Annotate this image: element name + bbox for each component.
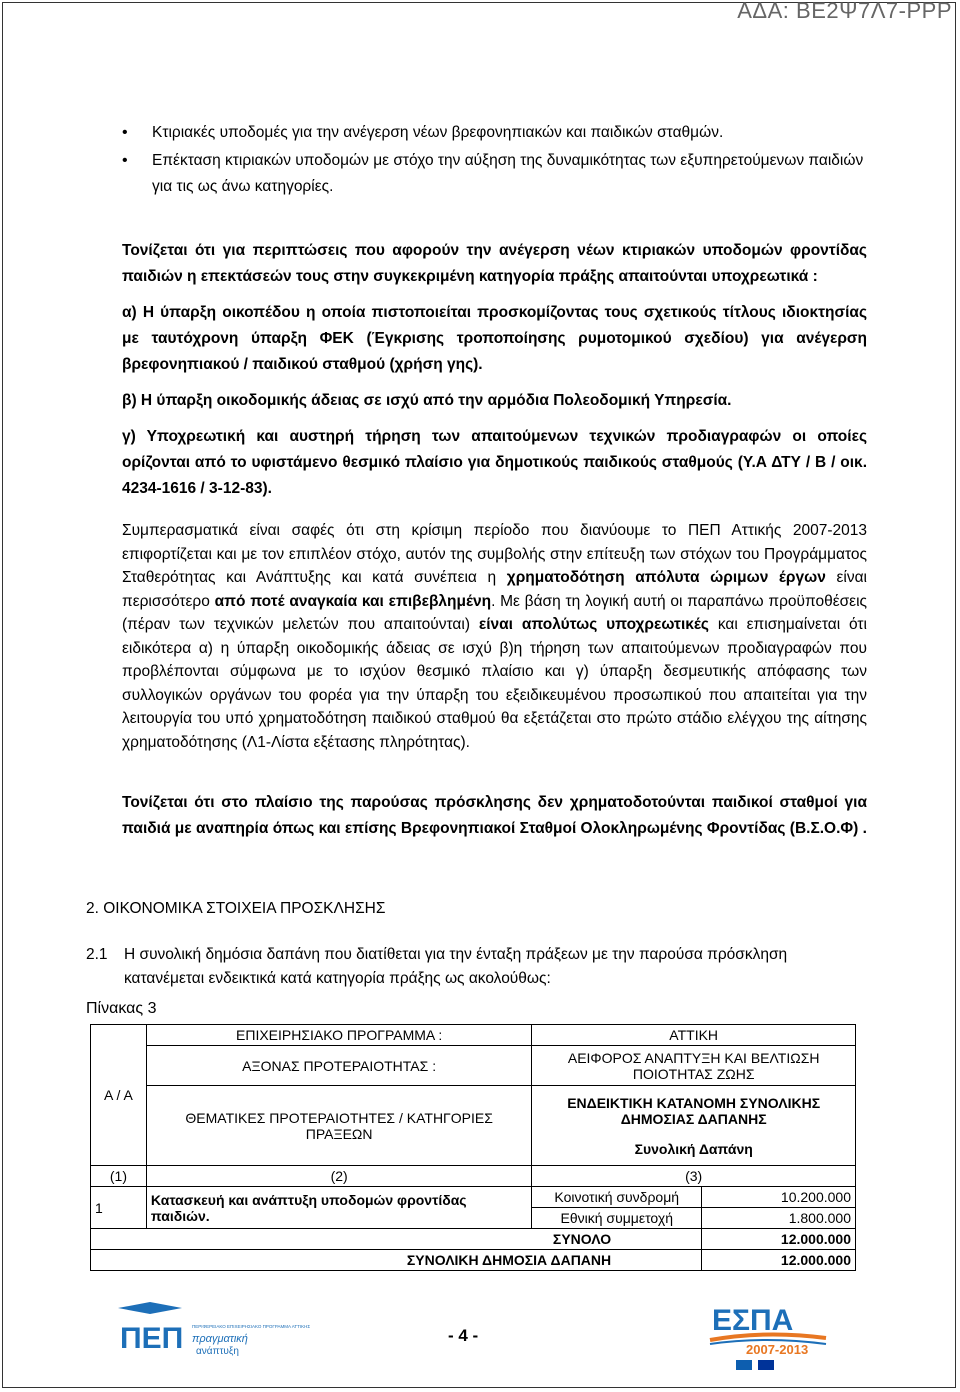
conclusion-bold: από ποτέ αναγκαία και επιβεβλημένη: [214, 592, 492, 610]
indicative-header: [532, 1086, 856, 1166]
pep-logo-subtitle: ΠΕΡΙΦΕΡΕΙΑΚΟ ΕΠΙΧΕΙΡΗΣΙΑΚΟ ΠΡΟΓΡΑΜΜΑ ΑΤΤΙΚΗΣ: [192, 1324, 311, 1329]
pep-logo-mark: [110, 1298, 311, 1368]
conclusion-text: και επισημαίνεται ότι ειδικότερα α) η ύπαρξη οικοδομικής άδειας σε ισχύ β)η τήρηση των απαιτούμενων προδιαγραφών που προβλέπονται σύμφωνα με το ισχύον θεσμικό πλαίσιο και γ) ύπαρξη δεσμευτικής απόφασης των συλλογικών οργάνων του φορέα για την ύπαρξη του εξειδικευμένου προσωπικού που απαιτείται για την λειτουργία του υπό χρηματοδότηση παιδικού σταθμού θα εξετάζεται στο πρώτο στάδιο ελέγχου της αίτησης χρηματοδότησης (Λ1-Λίστα εξέτασης πληρότητας).: [122, 616, 867, 751]
eu-flag-icon: [758, 1360, 774, 1370]
row-number: 1: [91, 1187, 147, 1229]
community-value: 10.200.000: [702, 1187, 856, 1208]
subsection-text: Η συνολική δημόσια δαπάνη που διατίθεται για την ένταξη πράξεων με την παρούσα πρόσκληση κατανέμεται ενδεικτικά κατά κατηγορία πράξης ως ακολούθως:: [124, 946, 788, 987]
national-value: 1.800.000: [702, 1208, 856, 1229]
bullet-item: • Κτιριακές υποδομές για την ανέγερση νέων βρεφονηπιακών και παιδικών σταθμών.: [122, 120, 867, 146]
page-number: - 4 -: [448, 1326, 479, 1345]
sum-label: ΣΥΝΟΛΟ: [91, 1229, 702, 1250]
intro-paragraph: Τονίζεται ότι για περιπτώσεις που αφορούν την ανέγερση νέων κτιριακών υποδομών φροντίδας παιδιών η επεκτάσεών τους στην συγκεκριμένη κατηγορία πράξης απαιτούνται υποχρεωτικά :: [122, 242, 867, 285]
section-title: 2. ΟΙΚΟΝΟΜΙΚΑ ΣΤΟΙΧΕΙΑ ΠΡΟΣΚΛΗΣΗΣ: [86, 900, 386, 917]
bullet-list: [122, 120, 867, 202]
table-caption: Πίνακας 3: [86, 1000, 157, 1017]
conclusion-text: είναι περισσότερο: [122, 569, 867, 610]
requirement-b: β) Η ύπαρξη οικοδομικής άδειας σε ισχύ από την αρμόδια Πολεοδομική Υπηρεσία.: [122, 392, 732, 409]
conclusion-text: . Με βάση τη λογική αυτή οι παραπάνω προϋποθέσεις (πέραν των τεχνικών μελετών που απαιτούνται): [122, 592, 867, 633]
requirements-block: [122, 238, 867, 512]
axis-value: ΑΕΙΦΟΡΟΣ ΑΝΑΠΤΥΞΗ ΚΑΙ ΒΕΛΤΙΩΣΗ ΠΟΙΟΤΗΤΑΣ ΖΩΗΣ: [532, 1046, 856, 1086]
pep-logo-text: ΠΕΠ: [120, 1322, 184, 1355]
pep-logo-slogan: πραγματική: [192, 1333, 248, 1345]
indicative-label: ΕΝΔΕΙΚΤΙΚΗ ΚΑΤΑΝΟΜΗ ΣΥΝΟΛΙΚΗΣ ΔΗΜΟΣΙΑΣ ΔΑΠΑΝΗΣ: [567, 1094, 821, 1127]
col-2: (2): [146, 1166, 531, 1187]
conclusion-bold: χρηματοδότηση απόλυτα ώριμων έργων: [506, 569, 826, 586]
total-expense-label: Συνολική Δαπάνη: [634, 1140, 753, 1157]
conclusion-paragraph: [122, 519, 867, 764]
greek-flag-icon: [736, 1360, 752, 1370]
col-1: (1): [91, 1166, 147, 1187]
ada-stamp: ΑΔΑ: ΒΕ2Ψ7Λ7-ΡΡΡ: [737, 0, 952, 23]
espa-logo-years: 2007-2013: [746, 1342, 809, 1357]
emphasis-paragraph: Τονίζεται ότι στο πλαίσιο της παρούσας πρόσκλησης δεν χρηματοδοτούνται παιδικοί σταθμοί για παιδιά με αναπηρία όπως και επίσης Βρεφονηπιακοί Σταθμοί Ολοκληρωμένης Φροντίδας (Β.Σ.Ο.Φ) .: [122, 794, 867, 837]
sum-value: 12.000.000: [702, 1229, 856, 1250]
aa-header: Α / Α: [91, 1025, 147, 1166]
conclusion-text: Συμπερασματικά είναι σαφές ότι στη κρίσιμη περίοδο που διανύουμε το ΠΕΠ Αττικής 2007-2013 επιφορτίζεται και με τον επιπλέον στόχο, αυτόν της συμβολής στην επίτευξη των στόχων του Προγράμματος Σταθερότητας και Ανάπτυξης και κατά συνέπεια η: [122, 522, 867, 586]
national-label: Εθνική συμμετοχή: [532, 1208, 702, 1229]
requirement-c: γ) Υποχρεωτική και αυστηρή τήρηση των απαιτούμενων τεχνικών προδιαγραφών οι οποίες ορίζονται από το υφιστάμενο θεσμικό πλαίσιο για δημοτικούς παιδικούς σταθμούς (Υ.Α ΔΤΥ / Β / οικ. 4234-1616 / 3-12-83).: [122, 428, 867, 497]
community-label: Κοινοτική συνδρομή: [532, 1187, 702, 1208]
pep-logo-slogan-2: ανάπτυξη: [196, 1346, 239, 1357]
total-public-label: ΣΥΝΟΛΙΚΗ ΔΗΜΟΣΙΑ ΔΑΠΑΝΗ: [91, 1250, 702, 1271]
espa-logo-text: ΕΣΠΑ: [712, 1304, 794, 1337]
op-label: ΕΠΙΧΕΙΡΗΣΙΑΚΟ ΠΡΟΓΡΑΜΜΑ :: [146, 1025, 531, 1046]
op-value: ΑΤΤΙΚΗ: [532, 1025, 856, 1046]
conclusion-bold: είναι απολύτως υποχρεωτικές: [478, 616, 709, 633]
themes-header: ΘΕΜΑΤΙΚΕΣ ΠΡΟΤΕΡΑΙΟΤΗΤΕΣ / ΚΑΤΗΓΟΡΙΕΣ ΠΡΑΞΕΩΝ: [146, 1086, 531, 1166]
subsection-number: 2.1: [86, 946, 108, 963]
axis-label: ΑΞΟΝΑΣ ΠΡΟΤΕΡΑΙΟΤΗΤΑΣ :: [146, 1046, 531, 1086]
requirement-a: α) Η ύπαρξη οικοπέδου η οποία πιστοποιείται προσκομίζοντας τους σχετικούς τίτλους ιδιοκτησίας με ταυτόχρονη ύπαρξη ΦΕΚ (Έγκρισης τροποποίησης ρυμοτομικού σχεδίου) για ανέγερση βρεφονηπιακού / παιδικού σταθμού (χρήση γης).: [122, 304, 867, 373]
bullet-item: • Επέκταση κτιριακών υποδομών με στόχο την αύξηση της δυναμικότητας των εξυπηρετούμενων παιδιών για τις ως άνω κατηγορίες.: [122, 148, 867, 200]
subsection: [86, 943, 866, 991]
total-public-value: 12.000.000: [702, 1250, 856, 1271]
pep-logo: [110, 1298, 311, 1368]
budget-table: [90, 1024, 856, 1271]
espa-logo-mark: [706, 1296, 856, 1372]
row-description: Κατασκευή και ανάπτυξη υποδομών φροντίδας παιδιών.: [146, 1187, 531, 1229]
col-3: (3): [532, 1166, 856, 1187]
espa-logo: [706, 1296, 856, 1372]
